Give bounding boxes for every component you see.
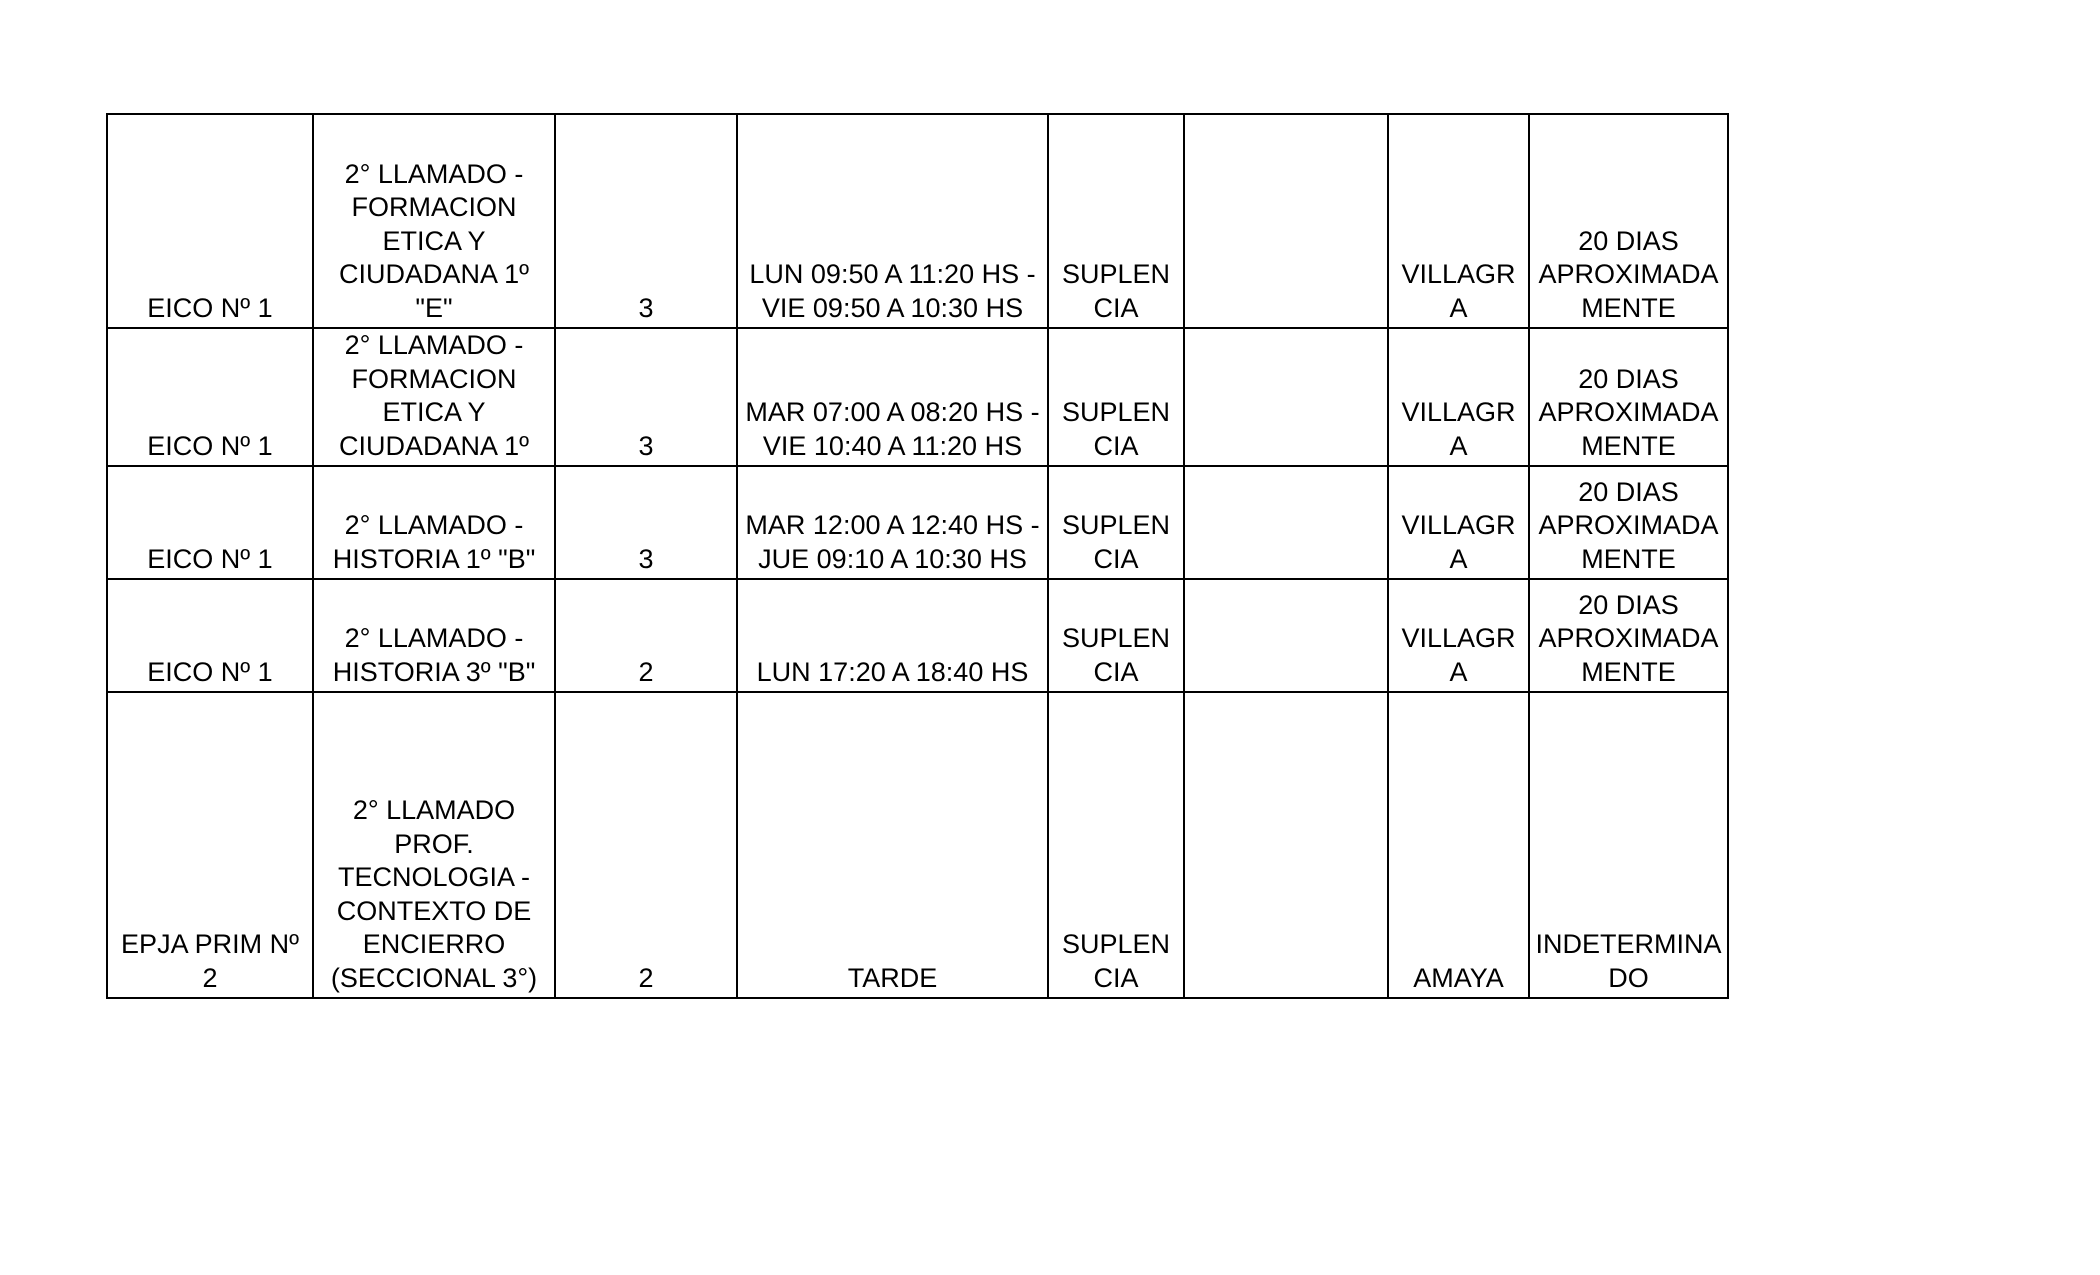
supervisor-cell <box>1388 328 1529 466</box>
supervisor-text: VILLAGR A <box>1401 259 1516 323</box>
hours-cell <box>555 328 737 466</box>
supervisor-cell <box>1388 114 1529 328</box>
type-cell <box>1048 692 1184 998</box>
table-row <box>107 114 1728 328</box>
schedule-text: LUN 17:20 A 18:40 HS <box>756 656 1029 687</box>
schedule-text: MAR 07:00 A 08:20 HS - VIE 10:40 A 11:20 HS <box>745 397 1040 461</box>
schedule-cell <box>737 579 1048 692</box>
supervisor-text: VILLAGR A <box>1401 510 1516 574</box>
school-text: EICO Nº 1 <box>147 292 273 323</box>
duration-cell <box>1529 328 1728 466</box>
notes-cell <box>1184 114 1388 328</box>
hours-text: 3 <box>638 292 654 323</box>
hours-cell <box>555 692 737 998</box>
supervisor-text: VILLAGR A <box>1401 397 1516 461</box>
duration-text: 20 DIAS APROXIMADA MENTE <box>1538 589 1719 687</box>
schedule-cell <box>737 114 1048 328</box>
position-cell <box>313 579 555 692</box>
vacancies-table <box>106 113 1729 999</box>
school-cell <box>107 466 313 579</box>
position-cell <box>313 466 555 579</box>
position-text: 2° LLAMADO - FORMACION ETICA Y CIUDADANA 1º "E" <box>339 158 529 323</box>
school-cell <box>107 114 313 328</box>
schedule-text: MAR 12:00 A 12:40 HS - JUE 09:10 A 10:30 HS <box>745 510 1040 574</box>
school-text: EICO Nº 1 <box>147 656 273 687</box>
school-text: EICO Nº 1 <box>147 430 273 461</box>
notes-cell <box>1184 579 1388 692</box>
hours-cell <box>555 114 737 328</box>
hours-text: 2 <box>638 656 654 687</box>
school-text: EICO Nº 1 <box>147 543 273 574</box>
school-text: EPJA PRIM Nº 2 <box>121 929 299 993</box>
hours-text: 2 <box>638 962 654 993</box>
position-cell <box>313 328 555 466</box>
duration-cell <box>1529 114 1728 328</box>
supervisor-cell <box>1388 579 1529 692</box>
position-text: 2° LLAMADO - HISTORIA 1º "B" <box>332 510 536 574</box>
schedule-text: TARDE <box>847 962 938 993</box>
duration-text: 20 DIAS APROXIMADA MENTE <box>1538 225 1719 323</box>
notes-cell <box>1184 328 1388 466</box>
position-text: 2° LLAMADO PROF. TECNOLOGIA - CONTEXTO DE ENCIERRO (SECCIONAL 3°) <box>330 795 538 993</box>
duration-text: 20 DIAS APROXIMADA MENTE <box>1538 363 1719 461</box>
table-row <box>107 466 1728 579</box>
type-text: SUPLEN CIA <box>1061 510 1171 574</box>
school-cell <box>107 579 313 692</box>
duration-text: 20 DIAS APROXIMADA MENTE <box>1538 476 1719 574</box>
school-cell <box>107 328 313 466</box>
type-cell <box>1048 114 1184 328</box>
type-cell <box>1048 328 1184 466</box>
position-cell <box>313 114 555 328</box>
type-text: SUPLEN CIA <box>1061 929 1171 993</box>
notes-cell <box>1184 466 1388 579</box>
supervisor-cell <box>1388 692 1529 998</box>
table-row <box>107 692 1728 998</box>
type-text: SUPLEN CIA <box>1061 259 1171 323</box>
hours-cell <box>555 579 737 692</box>
hours-cell <box>555 466 737 579</box>
table-row <box>107 328 1728 466</box>
duration-cell <box>1529 466 1728 579</box>
position-text: 2° LLAMADO - HISTORIA 3º "B" <box>332 623 536 687</box>
schedule-cell <box>737 692 1048 998</box>
position-cell <box>313 692 555 998</box>
notes-cell <box>1184 692 1388 998</box>
hours-text: 3 <box>638 430 654 461</box>
schedule-cell <box>737 328 1048 466</box>
position-text: 2° LLAMADO - FORMACION ETICA Y CIUDADANA 1º <box>339 330 529 461</box>
duration-text: INDETERMINA DO <box>1535 929 1722 993</box>
schedule-text: LUN 09:50 A 11:20 HS - VIE 09:50 A 10:30 HS <box>749 259 1036 323</box>
type-cell <box>1048 579 1184 692</box>
supervisor-text: VILLAGR A <box>1401 623 1516 687</box>
duration-cell <box>1529 579 1728 692</box>
type-text: SUPLEN CIA <box>1061 397 1171 461</box>
supervisor-text: AMAYA <box>1413 962 1504 993</box>
schedule-cell <box>737 466 1048 579</box>
type-text: SUPLEN CIA <box>1061 623 1171 687</box>
duration-cell <box>1529 692 1728 998</box>
type-cell <box>1048 466 1184 579</box>
table-row <box>107 579 1728 692</box>
hours-text: 3 <box>638 543 654 574</box>
school-cell <box>107 692 313 998</box>
supervisor-cell <box>1388 466 1529 579</box>
